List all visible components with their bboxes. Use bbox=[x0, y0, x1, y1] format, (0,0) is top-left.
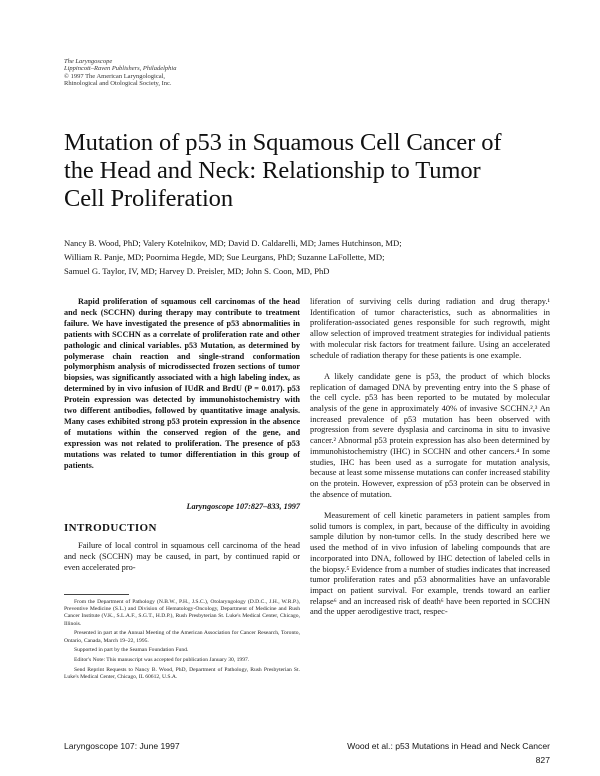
footer-running-title: Wood et al.: p53 Mutations in Head and Neck Cancer bbox=[347, 741, 550, 751]
body-paragraph: A likely candidate gene is p53, the product of which blocks replication of damaged DNA by preventing entry into the S phase of the cell cycle. p53 has been reported to be mutated by molecular analysis of the gene in approximately 40% of invasive SCCHN.²,³ An increased prevalence of p53 mutation has been observed with progression from severe dysplasia and carcinoma in situ to invasive cancer.² Abnormal p53 protein expression has also been determined by immunohistochemistry (IHC) in SCCHN and other cancers.⁴ In some studies, IHC has been used as a surrogate for mutation analysis, because at least some missense mutations can confer increased stability on the protein. However, expression of p53 protein can be observed in the absence of mutation. bbox=[310, 371, 550, 499]
footer-journal-issue: Laryngoscope 107: June 1997 bbox=[64, 741, 180, 751]
abstract-text: Rapid proliferation of squamous cell carcinomas of the head and neck (SCCHN) during therapy may contribute to treatment failure. We have investigated the presence of p53 abnormalities in patients with SCCHN as a correlate of proliferation rate and other pathologic and clinical variables. p53 Mutation, as determined by polymerase chain reaction and single-strand conformation polymorphism analysis of microdissected frozen sections of tumor biopsies, was significantly associated with a high labeling index, as determined by in vivo infusion of IUdR and BrdU (P = 0.017). p53 Protein expression was detected by immunohistochemistry with two different antibodies, followed by quantitative image analysis. Many cases exhibited strong p53 protein expression in the absence of mutations within the conserved region of the gene, and expression was not related to proliferation. The presence of p53 mutations was related to tumor differentiation in this group of patients. bbox=[64, 297, 300, 470]
reprint-footnote: Send Reprint Requests to Nancy B. Wood, PhD, Department of Pathology, Rush Presbyterian St. Luke's Medical Center, Chicago, IL 60612, U.S.A. bbox=[64, 666, 300, 680]
title-line: Mutation of p53 in Squamous Cell Cancer of bbox=[64, 129, 502, 156]
body-paragraph: Measurement of cell kinetic parameters in patient samples from solid tumors is complex, in part, because of the difficulty in avoiding sample dilution by non-tumor cells. In the study described here we used the method of in vivo infusion of labeling compounds that are incorporated into DNA, followed by IHC detection of labeled cells in the biopsy.⁵ Evidence from a number of studies indicates that increased tumor proliferation rates and p53 abnormalities have an unfavorable impact on patient survival. For example, trends toward an earlier relapse⁶ and an increased risk of death⁶ have been reported in SCCHN and the upper aerodigestive tract, respec- bbox=[310, 511, 550, 617]
presentation-footnote: Presented in part at the Annual Meeting of the American Association for Cancer Research, Toronto, Ontario, Canada, March 19–22, 1995. bbox=[64, 630, 300, 644]
footnotes bbox=[64, 599, 300, 684]
intro-paragraph: Failure of local control in squamous cell carcinoma of the head and neck (SCCHN) may be caused, in part, by continued rapid or even accelerated pro- bbox=[64, 541, 300, 572]
author-line: Nancy B. Wood, PhD; Valery Kotelnikov, MD; David D. Caldarelli, MD; James Hutchinson, MD; bbox=[64, 238, 402, 248]
introduction-text bbox=[64, 541, 300, 574]
publisher-name: Lippincott–Raven Publishers, Philadelphia bbox=[64, 65, 177, 73]
affiliation-footnote: From the Department of Pathology (N.B.W., P.H., J.S.C.), Otolaryngology (D.D.C., J.H., W.R.P.), Preventive Medicine (S.L.) and Division of Hematology-Oncology, Department of Medicine and Rush Cancer Institute (V.K., S.L.A.F., S.G.T., H.D.P.), Rush Presbyterian St. Luke's Medical Center, Chicago, Illinois. bbox=[64, 599, 300, 627]
right-column-text bbox=[310, 297, 550, 629]
journal-citation: Laryngoscope 107:827–833, 1997 bbox=[186, 502, 300, 511]
title-line: the Head and Neck: Relationship to Tumor bbox=[64, 157, 481, 184]
author-list bbox=[64, 236, 544, 278]
section-heading-introduction: INTRODUCTION bbox=[64, 522, 157, 534]
society-line: Rhinological and Otological Society, Inc. bbox=[64, 80, 172, 88]
editor-note-footnote: Editor's Note: This manuscript was accepted for publication January 30, 1997. bbox=[74, 656, 250, 663]
funding-footnote: Supported in part by the Seaman Foundation Fund. bbox=[74, 647, 189, 654]
article-title bbox=[64, 129, 564, 213]
abstract bbox=[64, 297, 300, 472]
publisher-info bbox=[64, 58, 176, 88]
footnote-divider bbox=[64, 594, 129, 595]
author-line: Samuel G. Taylor, IV, MD; Harvey D. Preisler, MD; John S. Coon, MD, PhD bbox=[64, 266, 330, 276]
page-number: 827 bbox=[535, 755, 550, 765]
title-line: Cell Proliferation bbox=[64, 185, 233, 212]
body-paragraph: liferation of surviving cells during radiation and drug therapy.¹ Identification of tumor characteristics, such as abnormalities in proliferation-associated genes responsible for such regrowth, might allow selection of improved treatment strategies for individual patients with molecular risk factors for treatment failure. Using an accelerated schedule of radiation therapy for these patients is one example. bbox=[310, 297, 550, 360]
journal-name: The Laryngoscope bbox=[64, 58, 113, 65]
copyright-line: © 1997 The American Laryngological, bbox=[64, 72, 166, 80]
author-line: William R. Panje, MD; Poornima Hegde, MD; Sue Leurgans, PhD; Suzanne LaFollette, MD; bbox=[64, 252, 385, 262]
